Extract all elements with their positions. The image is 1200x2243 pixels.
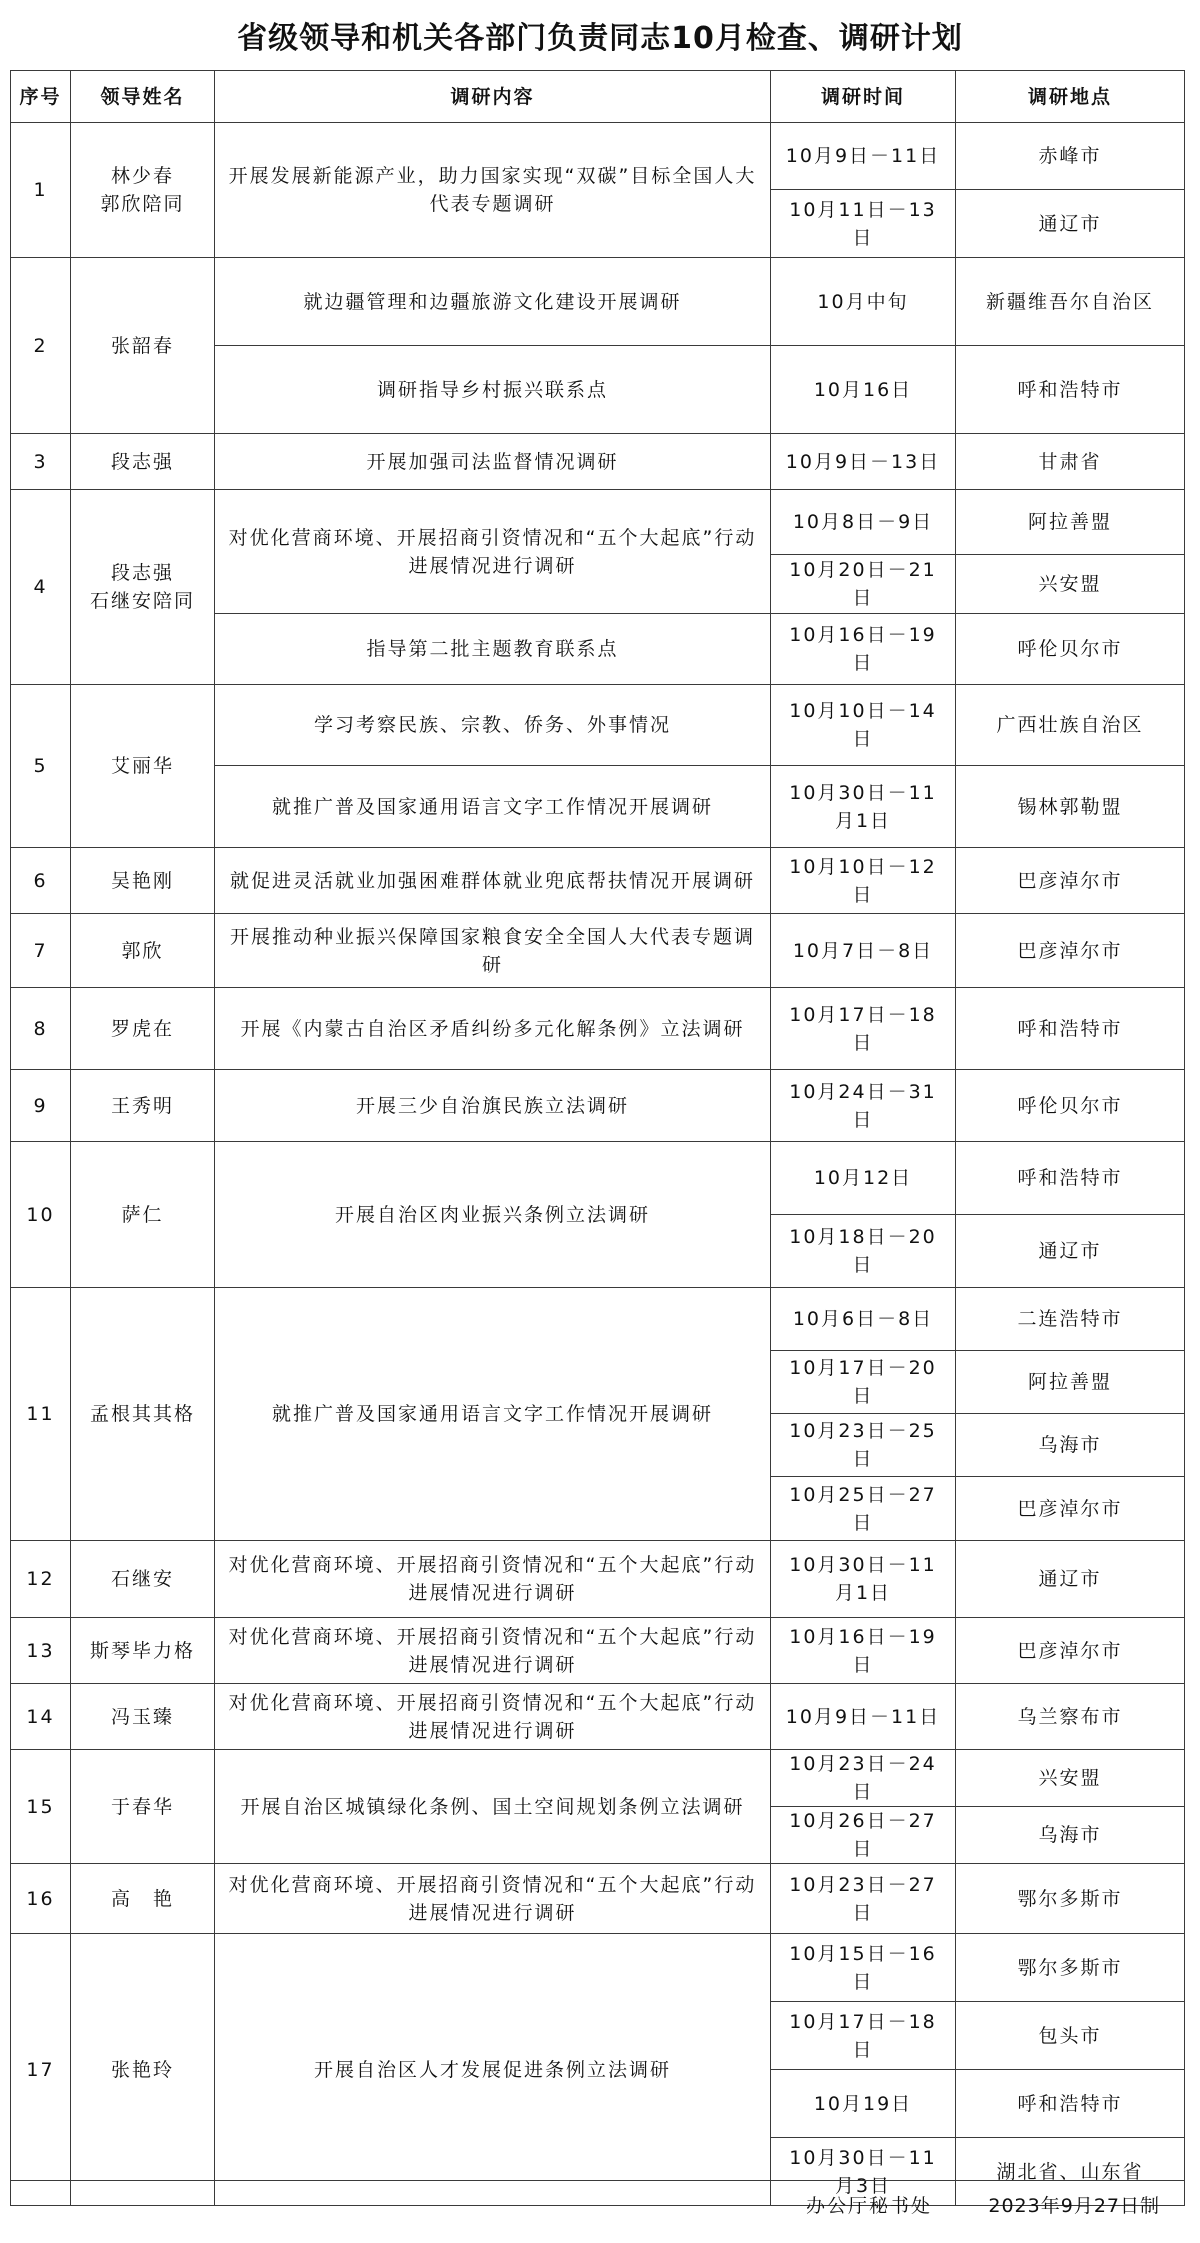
- research-place: 鄂尔多斯市: [956, 1934, 1185, 2002]
- plan-table: [10, 70, 1185, 2206]
- research-content: 开展自治区城镇绿化条例、国土空间规划条例立法调研: [215, 1750, 771, 1864]
- research-place: 鄂尔多斯市: [956, 1864, 1185, 1934]
- row-number: 3: [11, 434, 71, 490]
- row-number: 9: [11, 1070, 71, 1142]
- research-time: 10月24日－31日: [771, 1070, 956, 1142]
- col-header-place: 调研地点: [956, 71, 1185, 123]
- research-time: 10月25日－27日: [771, 1477, 956, 1541]
- row-number: 5: [11, 685, 71, 848]
- row-number: 11: [11, 1288, 71, 1541]
- research-time: 10月16日－19日: [771, 614, 956, 685]
- research-content: 学习考察民族、宗教、侨务、外事情况: [215, 685, 771, 766]
- research-content: 开展《内蒙古自治区矛盾纠纷多元化解条例》立法调研: [215, 988, 771, 1070]
- research-content: 开展自治区人才发展促进条例立法调研: [215, 1934, 771, 2206]
- research-place: 巴彦淖尔市: [956, 1618, 1185, 1684]
- research-time: 10月26日－27日: [771, 1807, 956, 1864]
- row-number: 4: [11, 490, 71, 685]
- research-time: 10月30日－11月1日: [771, 766, 956, 848]
- leader-name: 罗虎在: [71, 988, 215, 1070]
- research-time: 10月中旬: [771, 258, 956, 346]
- research-time: 10月10日－14日: [771, 685, 956, 766]
- col-header-no: 序号: [11, 71, 71, 123]
- research-place: 广西壮族自治区: [956, 685, 1185, 766]
- leader-name: 林少春 郭欣陪同: [71, 123, 215, 258]
- table-row: [11, 1750, 1185, 1807]
- research-place: 阿拉善盟: [956, 1351, 1185, 1414]
- leader-name: 吴艳刚: [71, 848, 215, 914]
- leader-name: 高 艳: [71, 1864, 215, 1934]
- table-row: [11, 848, 1185, 914]
- research-time: 10月19日: [771, 2070, 956, 2138]
- row-number: 7: [11, 914, 71, 988]
- table-row: [11, 1541, 1185, 1618]
- research-place: 赤峰市: [956, 123, 1185, 190]
- research-time: 10月12日: [771, 1142, 956, 1215]
- research-content: 调研指导乡村振兴联系点: [215, 346, 771, 434]
- table-row: [11, 1288, 1185, 1351]
- leader-name: 王秀明: [71, 1070, 215, 1142]
- table-row: [11, 434, 1185, 490]
- table-row: [11, 1864, 1185, 1934]
- research-time: 10月23日－25日: [771, 1414, 956, 1477]
- research-content: 就边疆管理和边疆旅游文化建设开展调研: [215, 258, 771, 346]
- research-content: 开展加强司法监督情况调研: [215, 434, 771, 490]
- footer-office: 办公厅秘书处: [805, 2195, 932, 2217]
- page-title: 省级领导和机关各部门负责同志10月检查、调研计划: [237, 21, 963, 56]
- research-time: 10月23日－24日: [771, 1750, 956, 1807]
- research-content: 对优化营商环境、开展招商引资情况和“五个大起底”行动进展情况进行调研: [215, 1684, 771, 1750]
- leader-name: 艾丽华: [71, 685, 215, 848]
- row-number: 14: [11, 1684, 71, 1750]
- table-row: [11, 988, 1185, 1070]
- row-number: 10: [11, 1142, 71, 1288]
- research-place: 巴彦淖尔市: [956, 1477, 1185, 1541]
- research-place: 巴彦淖尔市: [956, 848, 1185, 914]
- row-number: 17: [11, 1934, 71, 2206]
- table-row: [11, 123, 1185, 190]
- table-row: [11, 258, 1185, 346]
- research-content: 对优化营商环境、开展招商引资情况和“五个大起底”行动进展情况进行调研: [215, 1618, 771, 1684]
- table-row: [11, 490, 1185, 555]
- research-content: 开展发展新能源产业，助力国家实现“双碳”目标全国人大代表专题调研: [215, 123, 771, 258]
- research-place: 湖北省、山东省: [956, 2138, 1185, 2206]
- footer: [10, 2180, 1184, 2227]
- research-place: 二连浩特市: [956, 1288, 1185, 1351]
- research-place: 乌兰察布市: [956, 1684, 1185, 1750]
- research-place: 甘肃省: [956, 434, 1185, 490]
- leader-name: 张韶春: [71, 258, 215, 434]
- research-place: 包头市: [956, 2002, 1185, 2070]
- research-place: 通辽市: [956, 1215, 1185, 1288]
- row-number: 2: [11, 258, 71, 434]
- research-content: 开展三少自治旗民族立法调研: [215, 1070, 771, 1142]
- research-time: 10月17日－20日: [771, 1351, 956, 1414]
- row-number: 16: [11, 1864, 71, 1934]
- row-number: 6: [11, 848, 71, 914]
- research-content: 就推广普及国家通用语言文字工作情况开展调研: [215, 1288, 771, 1541]
- table-row: [11, 1934, 1185, 2002]
- leader-name: 斯琴毕力格: [71, 1618, 215, 1684]
- research-time: 10月9日－13日: [771, 434, 956, 490]
- row-number: 15: [11, 1750, 71, 1864]
- leader-name: 孟根其其格: [71, 1288, 215, 1541]
- research-place: 兴安盟: [956, 1750, 1185, 1807]
- research-content: 对优化营商环境、开展招商引资情况和“五个大起底”行动进展情况进行调研: [215, 1541, 771, 1618]
- research-time: 10月7日－8日: [771, 914, 956, 988]
- leader-name: 石继安: [71, 1541, 215, 1618]
- research-place: 锡林郭勒盟: [956, 766, 1185, 848]
- research-place: 乌海市: [956, 1414, 1185, 1477]
- research-place: 呼和浩特市: [956, 346, 1185, 434]
- research-content: 开展自治区肉业振兴条例立法调研: [215, 1142, 771, 1288]
- row-number: 13: [11, 1618, 71, 1684]
- col-header-leader: 领导姓名: [71, 71, 215, 123]
- footer-date: 2023年9月27日制: [988, 2195, 1160, 2217]
- leader-name: 于春华: [71, 1750, 215, 1864]
- research-place: 呼和浩特市: [956, 1142, 1185, 1215]
- leader-name: 冯玉臻: [71, 1684, 215, 1750]
- table-row: [11, 685, 1185, 766]
- research-place: 阿拉善盟: [956, 490, 1185, 555]
- leader-name: 郭欣: [71, 914, 215, 988]
- research-time: 10月17日－18日: [771, 988, 956, 1070]
- research-time: 10月9日－11日: [771, 123, 956, 190]
- research-time: 10月16日－19日: [771, 1618, 956, 1684]
- table-row: [11, 1618, 1185, 1684]
- row-number: 1: [11, 123, 71, 258]
- col-header-content: 调研内容: [215, 71, 771, 123]
- leader-name: 张艳玲: [71, 1934, 215, 2206]
- research-content: 对优化营商环境、开展招商引资情况和“五个大起底”行动进展情况进行调研: [215, 1864, 771, 1934]
- research-time: 10月23日－27日: [771, 1864, 956, 1934]
- research-place: 新疆维吾尔自治区: [956, 258, 1185, 346]
- research-time: 10月11日－13日: [771, 190, 956, 258]
- research-content: 就促进灵活就业加强困难群体就业兜底帮扶情况开展调研: [215, 848, 771, 914]
- research-place: 乌海市: [956, 1807, 1185, 1864]
- research-place: 兴安盟: [956, 555, 1185, 614]
- research-content: 指导第二批主题教育联系点: [215, 614, 771, 685]
- research-time: 10月9日－11日: [771, 1684, 956, 1750]
- research-time: 10月20日－21日: [771, 555, 956, 614]
- research-time: 10月18日－20日: [771, 1215, 956, 1288]
- research-time: 10月30日－11月3日: [771, 2138, 956, 2206]
- header-row: [11, 71, 1185, 123]
- research-content: 对优化营商环境、开展招商引资情况和“五个大起底”行动进展情况进行调研: [215, 490, 771, 614]
- table-row: [11, 1070, 1185, 1142]
- research-content: 开展推动种业振兴保障国家粮食安全全国人大代表专题调研: [215, 914, 771, 988]
- research-time: 10月8日－9日: [771, 490, 956, 555]
- research-time: 10月17日－18日: [771, 2002, 956, 2070]
- leader-name: 萨仁: [71, 1142, 215, 1288]
- research-place: 通辽市: [956, 1541, 1185, 1618]
- leader-name: 段志强: [71, 434, 215, 490]
- research-place: 呼伦贝尔市: [956, 1070, 1185, 1142]
- research-place: 通辽市: [956, 190, 1185, 258]
- research-place: 呼和浩特市: [956, 2070, 1185, 2138]
- col-header-time: 调研时间: [771, 71, 956, 123]
- research-time: 10月10日－12日: [771, 848, 956, 914]
- research-time: 10月30日－11月1日: [771, 1541, 956, 1618]
- research-place: 巴彦淖尔市: [956, 914, 1185, 988]
- table-row: [11, 1684, 1185, 1750]
- table-row: [11, 1142, 1185, 1215]
- leader-name: 段志强 石继安陪同: [71, 490, 215, 685]
- row-number: 12: [11, 1541, 71, 1618]
- row-number: 8: [11, 988, 71, 1070]
- research-time: 10月16日: [771, 346, 956, 434]
- table-row: [11, 914, 1185, 988]
- research-place: 呼伦贝尔市: [956, 614, 1185, 685]
- research-place: 呼和浩特市: [956, 988, 1185, 1070]
- research-time: 10月6日－8日: [771, 1288, 956, 1351]
- research-content: 就推广普及国家通用语言文字工作情况开展调研: [215, 766, 771, 848]
- research-time: 10月15日－16日: [771, 1934, 956, 2002]
